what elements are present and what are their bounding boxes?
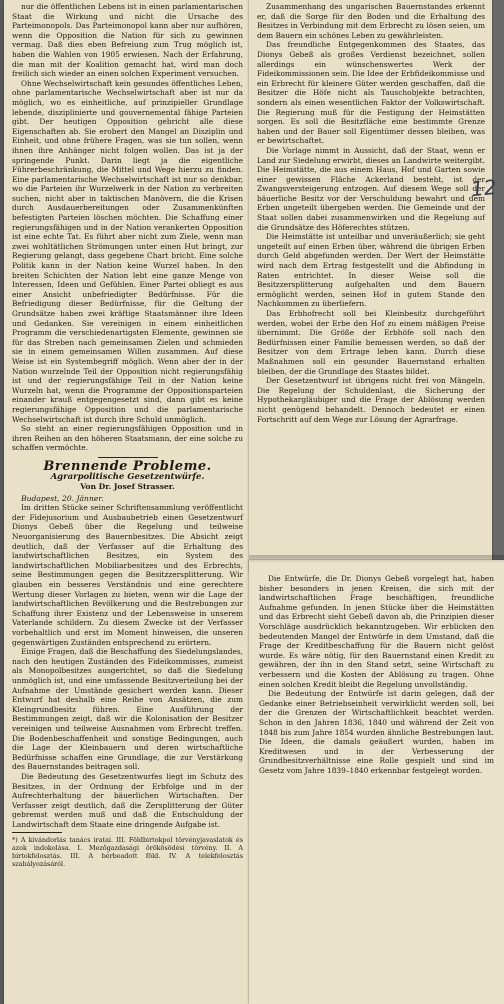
right-top-column bbox=[257, 2, 485, 424]
article-paragraph: Zusammenhang des ungarischen Bauernstandes erkennt er, daß die Sorge für den Boden und die Erhaltung des Besitzes in Verbindung mit dem Erbrecht zu lösen seien, um dem Bauern ein schönes Leben zu gewährleisten. bbox=[257, 2, 485, 40]
article-paragraph: Der Gesetzentwurf ist übrigens nicht frei von Mängeln. Die Regelung der Schuldenlast, die Sicherung der Hypothekargläubiger und die Frage der Ablösung werden nicht genügend behandelt. Dennoch bedeutet er einen Fortschritt auf dem Wege zur Lösung der Agrarfrage. bbox=[257, 376, 485, 424]
section-divider bbox=[98, 457, 158, 458]
footnote-divider bbox=[12, 832, 62, 833]
article-paragraph: Die Bedeutung der Entwürfe ist darin gelegen, daß der Gedanke einer Betriebseinheit verwirklicht werden soll, bei der die Grenzen der Wirtschaftlichkeit beachtet werden. Schon in den Jahren 1836, 1840 und während der Zeit von 1848 bis zum Jahre 1854 wurden ähnliche Bestrebungen laut. Die Ideen, die damals geäußert wurden, haben im Kreditwesen und in der Verbesserung der Grundbesitzverhältnisse eine Rolle gespielt und sind im Gesetz vom Jahre 1839–1840 erkennbar festgelegt worden. bbox=[259, 689, 494, 775]
footnote: *) A kivándorlás tanács iratai. III. Földbirtokpol törvényjavaslatok és azok indokolása. I. Mezőgazdasági örökösödési törvény. II. A birtokfelosztás. III. A bérbeadott föld. IV. A telekfelosztás szabályozásáról. bbox=[12, 836, 243, 869]
article-paragraph: Die Entwürfe, die Dr. Dionys Gebeß vorgelegt hat, haben bisher besonders in jenen Kreisen, die sich mit der landwirtschaftlichen Frage beschäftigen, freundliche Aufnahme gefunden. In jenen Stücke über die Heimstätten und das Erbrecht sieht Gebeß davon ab, die Prinzipien dieser Vorschläge ausdrücklich bekanntzugeben. Wir erblicken den bedeutenden Mangel der Entwürfe in dem Umstand, daß die Frage der Kreditbeschaffung für die Bauern nicht gelöst wurde. Es wäre nötig, für den Bauernstand einen Kredit zu gewähren, der ihn in den Stand setzt, seine Wirtschaft zu verbessern und die Kosten der Ablösung zu tragen. Ohne einen solchen Kredit bleibt die Regelung unvollständig. bbox=[259, 574, 494, 689]
article-paragraph: Das Erbhofrecht soll bei Kleinbesitz durchgeführt werden, wobei der Erbe den Hof zu einem mäßigen Preise übernimmt. Die Größe der Erbhöfe soll nach den Bedürfnissen einer Familie bemessen werden, so daß der Besitzer von dem Ertrage leben kann. Durch diese Maßnahmen soll ein gesunder Bauernstand erhalten bleiben, der die Grundlage des Staates bildet. bbox=[257, 309, 485, 376]
article-paragraph: Die Vorlage nimmt in Aussicht, daß der Staat, wenn er Land zur Siedelung erwirbt, dieses an Landwirte weitergibt. Die Heimstätte, die aus einem Haus, Hof und Garten sowie einer gewissen Fläche Ackerland besteht, ist der Zwangsversteigerung entzogen. Auf diesem Wege soll der bäuerliche Besitz vor der Verschuldung bewahrt und dem Erben ungeteilt übergeben werden. Die Gemeinde und der Staat sollen dabei zusammenwirken und die Regelung auf die Grundsätze des Höferechtes stützen. bbox=[257, 145, 485, 232]
intro-paragraph: Ohne Wechselwirtschaft kein gesundes öffentliches Leben, ohne parlamentarische Wechselwirtschaft aber ist nur da möglich, wo es einheitliche, auf prinzipieller Grundlage lebende, disziplinierte und gouvernemental fähige Parteien gibt. Der heutigen Opposition gebricht alle diese Eigenschaften ab. Sie erobert den Mangel an Disziplin und Einheit, und ohne frühere Fragen, was sie tun sollen, wenn ihnen ihre Anhänger nicht folgen wollen. Das ist ja der springende Punkt. Darin liegt ja die eigentliche Führerbeschränkung, die Mittel und Wege hierzu zu finden. Eine parlamentarische Wechselwirtschaft ist nur so denkbar, wo die Parteien ihr Wurzelwerk in der Nation zu verbreiten suchen, nicht aber in taktischen Manövern, die die Krisen durch Ausdauerbereitungen oder Zusammenkünften befestigten Parteien löschen möchten. Die Schaffung einer regierungsfähigen und in der Nation verankerten Opposition ist eine echte Tat. Es führt aber nicht zum Ziele, wenn man zwei wohltätlichen Strömungen unter einen Hut bringt, zur Regierung gelangt, dass gegebene Chart bricht. Eine solche Politik kann in der Nation keine Wurzel haben. In den breiten Schichten der Nation lebt eine ganze Menge von Interessen, Ideen und Gefühlen. Einer Partei obliegt es aus einer Ansicht unbefriedigter Bedürfnisse. Für die Befriedigung dieser Bedürfnisse, für die Geltung der Grundsätze haben zwei kräftige Staatsmänner ihre Ideen und Gedanken. Sie vereinigen in einem einheitlichen Programm die verschiedenartigsten Elemente, gewinnen sie für das Streben nach gemeinsamen Zielen und schmieden sie in einem gemeinsamen Willen zusammen. Auf diese Weise ist ein Systembegriff möglich. Wenn aber der in der Nation wurzelnde Teil der Opposition nicht regierungsfähig ist und der regierungsfähige Teil in der Nation keine Wurzeln hat, wenn die Programme der Oppositionsparteien einander krauß entgegengesetzt sind, dann gibt es keine regierungsfähige Opposition und die parlamentarische Wechselwirtschaft ist durch ihre Schuld unmöglich. bbox=[12, 78, 243, 424]
intro-paragraph: So steht an einer regierungsfähigen Opposition und in ihren Reihen an den höheren Staatsmann, der eine solche zu schaffen vermöchte. bbox=[12, 424, 243, 453]
article-paragraph: Einige Fragen, daß die Beschaffung des Siedelungslandes, nach den heutigen Zuständen des Fideikommisses, zumeist als Monopolbesitzes ausgerichtet, so daß die Siedelung unmöglich ist, und eine umfassende Besitzverteilung bei der Aufnahme der Umstände gesichert werden kann. Dieser Entwurf hat deshalb eine Reihe von Ansätzen, die zum Kleingrundbesitz führen. Eine Ausführung der Bestimmungen zeigt, daß wir die Kolonisation der Besitzer vereinigen und teilweise Ausnahmen vom Erbrecht treffen. Die Bodenbeschaffenheit und sonstige Bedingungen, auch die Lage der Kleinbauern und deren wirtschaftliche Bedürfnisse schaffen eine Grundlage, die zur Verstärkung des Bauernstandes beitragen soll. bbox=[12, 647, 243, 772]
article-paragraph: Das freundliche Entgegenkommen des Staates, das Dionys Gebeß als großes Verdienst bezeichnet, sollen allerdings ein wünschenswertes Werk der Fideikommissionen sein. Die Idee der Erbfideikommisse und ein Erbrecht für kleinere Güter werden geschaffen, daß die Besitzer die Höfe nicht als Tauschobjekte betrachten, sondern als einen wesentlichen Faktor der Volkswirtschaft. Die Regierung muß für die Festigung der Heimstätten sorgen. Es soll die Besitzfläche eine bestimmte Grenze haben und der Bauer soll Eigentümer dessen bleiben, was er bewirtschaftet. bbox=[257, 40, 485, 146]
paper-fold-shadow bbox=[249, 555, 504, 563]
article-paragraph: Die Bedeutung des Gesetzentwurfes liegt im Schutz des Besitzes, in der Ordnung der Erbfolge und in der Aufrechterhaltung der bäuerlichen Wirtschaften. Der Verfasser zeigt deutlich, daß die Zersplitterung der Güter gebremst werden muß und daß die Entschuldung der Landwirtschaft dem Staate eine dringende Aufgabe ist. bbox=[12, 771, 243, 829]
intro-paragraph: nur die öffentlichen Lebens ist in einen parlamentarischen Staat die Wirkung und nicht die Ursache des Parteimonopols. Das Parteimonopol kann aber nur aufhören, wenn die Opposition die Nation für sich zu gewinnen vermag. Daß dies eben Befreiung zum Trug möglich ist, haben die Wahlen von 1905 erwiesen. Nach der Erfahrung, die man mit der Koalition gemacht hat, wird man doch freilich sich wieder an einen solchen Experiment versuchen. bbox=[12, 2, 243, 79]
left-clipping bbox=[4, 0, 251, 1004]
article-subhead: Agrarpolitische Gesetzentwürfe. bbox=[50, 471, 205, 482]
article-byline: Von Dr. Josef Strasser. bbox=[80, 482, 175, 492]
article-dateline: Budapest, 20. Jänner. bbox=[21, 493, 104, 503]
left-column bbox=[12, 2, 243, 868]
article-headline: Brennende Probleme. bbox=[43, 458, 212, 474]
right-bottom-clipping bbox=[249, 560, 504, 1004]
right-top-clipping bbox=[249, 0, 492, 572]
article-paragraph: Die Heimstätte ist unteilbar und unveräußerlich; sie geht ungeteilt auf einen Erben über, während die übrigen Erben durch Geld abgefunden werden. Der Wert der Heimstätte wird nach dem Ertrag festgestellt und die Abfindung in Raten entrichtet. In dieser Weise soll die Besitzzersplitterung aufgehalten und dem Bauern ermöglicht werden, seinen Hof in gutem Stande den Nachkommen zu überliefern. bbox=[257, 232, 485, 309]
handwritten-page-number: 12 bbox=[469, 174, 498, 202]
article-paragraph: Im dritten Stücke seiner Schriftensammlung veröffentlicht der Fidejusorium und Ausbaubetrieb einen Gesetzentwurf Dionys Gebeß über die Regelung und teilweise Neuorganisierung des Bauernbesitzes. Die Absicht zeigt deutlich, daß der Verfasser auf die Erhaltung des landwirtschaftlichen Besitzes, ein System des landwirtschaftlichen Mobiliarbesitzes und des Erbrechts, seine Bestimmungen gegen die Besitzzersplitterung. Wir glauben ein besseres Verständnis und eine gerechtere Wertung dieser Vorlagen zu bieten, wenn wir die Lage der landwirtschaftlichen Bevölkerung und die Bestrebungen zur Schaffung ihrer Existenz und der Lebensweise in unserem Vaterlande schildern. Zu diesem Zwecke ist der Verfasser vorbehaltlich und erst im Moment hinweisen, die unseren gegenwärtigen Zuständen entsprechend zu erörtern. bbox=[12, 503, 243, 647]
right-bottom-column bbox=[259, 574, 494, 775]
